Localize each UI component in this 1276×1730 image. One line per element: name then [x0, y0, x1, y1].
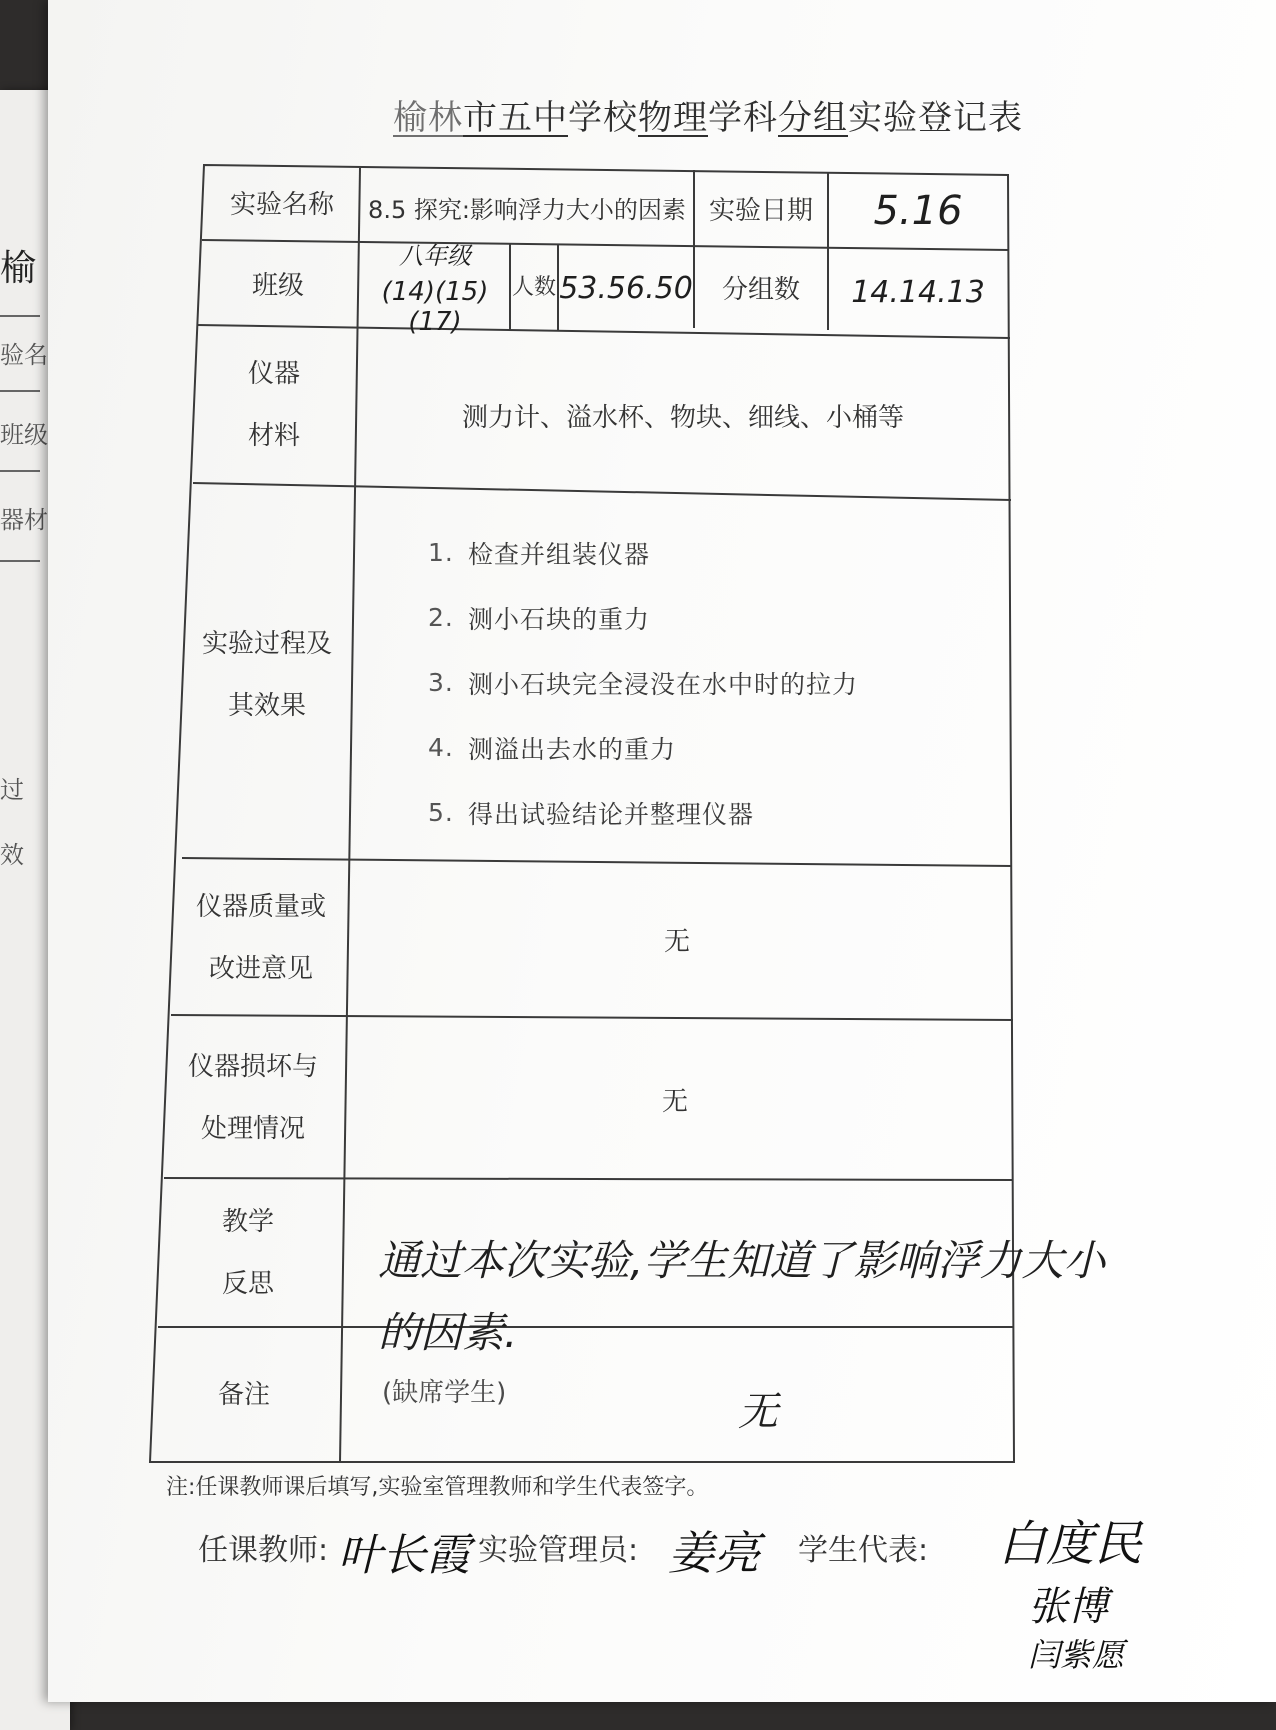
signature-teacher: 叶长霞 — [338, 1530, 470, 1581]
title-subject-suffix: 学科 — [708, 98, 778, 138]
process-step: 2. 测小石块的重力 — [428, 603, 651, 634]
sublabel-absent-students: (缺席学生) — [382, 1378, 507, 1408]
label-instruments — [196, 330, 352, 480]
under-sheet-fragment: 器材 — [0, 506, 48, 534]
label-experiment-name: 实验名称 — [229, 190, 334, 220]
value-class-numbers: (14)(15)(17) — [381, 276, 489, 337]
title-group: 分组 — [778, 98, 848, 138]
under-sheet-line — [0, 470, 40, 472]
label-reflection-line1: 教学 — [221, 1207, 274, 1237]
label-experiment-date: 实验日期 — [708, 196, 813, 226]
title-tail: 实验登记表 — [848, 98, 1023, 138]
label-teacher-signature: 任课教师: — [198, 1533, 329, 1568]
value-class-grade: 八年级 — [399, 241, 471, 270]
title-school: 市五中 — [463, 98, 568, 138]
form-footnote: 注:任课教师课后填写,实验室管理教师和学生代表签字。 — [166, 1475, 709, 1500]
label-process-line2: 其效果 — [227, 691, 306, 721]
process-step: 4. 测溢出去水的重力 — [428, 733, 677, 764]
process-step: 3. 测小石块完全浸没在水中时的拉力 — [428, 668, 859, 699]
under-sheet-fragment: 验名 — [0, 341, 48, 369]
label-damage-line2: 处理情况 — [200, 1114, 305, 1144]
under-sheet-line — [0, 390, 40, 392]
signature-row — [198, 1516, 1198, 1674]
under-sheet-fragment: 效 — [0, 841, 24, 869]
process-steps — [428, 520, 1028, 845]
label-instruments-line2: 材料 — [247, 421, 300, 451]
value-instruments: 测力计、溢水杯、物块、细线、小桶等 — [461, 402, 904, 433]
value-damage: 无 — [661, 1086, 688, 1117]
signature-student-rep-1: 白度民 — [998, 1516, 1143, 1572]
value-reflection-line1: 通过本次实验,学生知道了影响浮力大小 — [378, 1236, 1106, 1285]
label-quality-line1: 仪器质量或 — [195, 891, 326, 922]
under-sheet-fragment: 过 — [0, 776, 24, 804]
label-process-line1: 实验过程及 — [201, 629, 332, 659]
value-experiment-date: 5.16 — [873, 188, 963, 234]
value-class — [360, 241, 510, 337]
value-group-count: 14.14.13 — [851, 274, 985, 310]
process-step: 5. 得出试验结论并整理仪器 — [428, 798, 755, 829]
label-quality — [178, 860, 344, 1015]
label-reflection — [160, 1180, 336, 1326]
signature-lab-admin: 姜亮 — [668, 1526, 760, 1580]
registration-form-sheet — [48, 0, 1276, 1702]
value-student-count: 53.56.50 — [559, 270, 693, 306]
label-student-rep-signature: 学生代表: — [798, 1533, 929, 1568]
registration-table — [48, 0, 1276, 1702]
label-damage-line1: 仪器损坏与 — [187, 1052, 318, 1082]
signature-student-rep-3: 闫紫愿 — [1028, 1636, 1125, 1674]
label-student-count: 人数 — [511, 275, 556, 300]
label-group-count: 分组数 — [721, 275, 800, 305]
label-lab-admin-signature: 实验管理员: — [478, 1533, 639, 1568]
label-process — [186, 495, 348, 855]
under-sheet-fragment: 榆 — [0, 248, 37, 289]
label-instruments-line1: 仪器 — [247, 359, 300, 389]
title-subject: 物理 — [638, 98, 708, 138]
signature-student-rep-2: 张博 — [1028, 1584, 1108, 1630]
label-reflection-line2: 反思 — [221, 1269, 274, 1299]
value-quality: 无 — [663, 927, 690, 957]
value-experiment-name: 8.5 探究:影响浮力大小的因素 — [368, 195, 686, 224]
title-school-suffix: 学校 — [568, 98, 638, 138]
value-reflection-line2: 的因素. — [378, 1308, 518, 1357]
title-city: 榆林 — [393, 98, 463, 138]
under-sheet-fragment: 班级 — [0, 421, 48, 449]
label-quality-line2: 改进意见 — [208, 953, 313, 984]
under-sheet-line — [0, 315, 40, 317]
process-step: 1. 检查并组装仪器 — [428, 538, 651, 569]
label-class: 班级 — [251, 271, 304, 301]
label-remarks: 备注 — [217, 1380, 270, 1410]
label-damage — [168, 1018, 338, 1178]
value-remarks: 无 — [738, 1389, 778, 1435]
under-sheet-line — [0, 560, 40, 562]
